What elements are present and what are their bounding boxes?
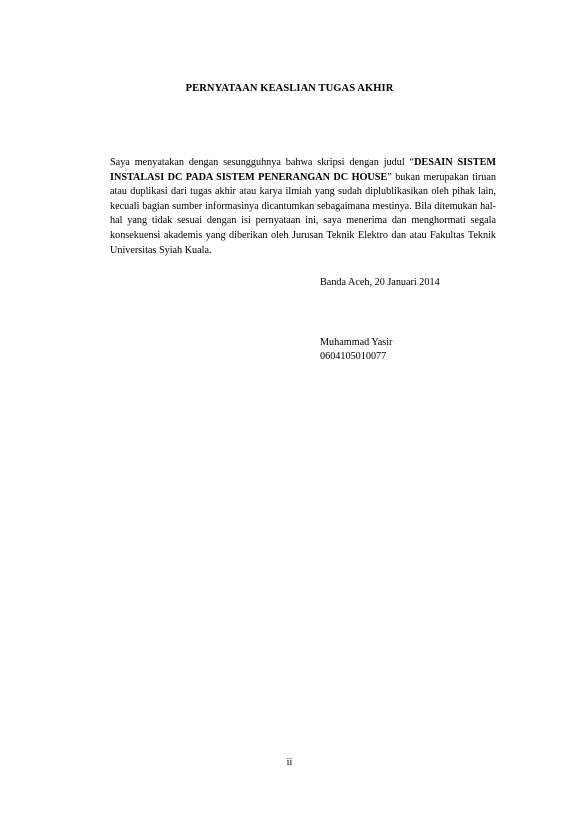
page-number: ii (286, 757, 293, 768)
signer-name: Muhammad Yasir (320, 337, 393, 348)
thesis-title: DESAIN SISTEM INSTALASI DC PADA SISTEM PENERANGAN DC HOUSE (110, 157, 496, 183)
signer-student-id: 0604105010077 (320, 351, 387, 362)
statement-intro: Saya menyatakan dengan sesungguhnya bahwa skripsi dengan judul “ (110, 157, 415, 168)
page-title: PERNYATAAN KEASLIAN TUGAS AKHIR (185, 83, 394, 94)
place-date: Banda Aceh, 20 Januari 2014 (320, 277, 440, 288)
signature-block (320, 336, 392, 364)
statement-body: ” bukan merupakan tiruan atau duplikasi dari tugas akhir atau karya ilmiah yang sudah diplublikasikan oleh pihak lain, kecuali bagian sumber informasinya dicantumkan sebagaimana mestinya. Bila ditemukan hal-hal yang tidak sesuai dengan isi pernyataan ini, saya menerima dan menghormati segala konsekuensi akademis yang diberikan oleh Jurusan Teknik Elektro dan atau Fakultas Teknik Universitas Syiah Kuala. (110, 171, 496, 256)
statement-paragraph (110, 156, 496, 258)
